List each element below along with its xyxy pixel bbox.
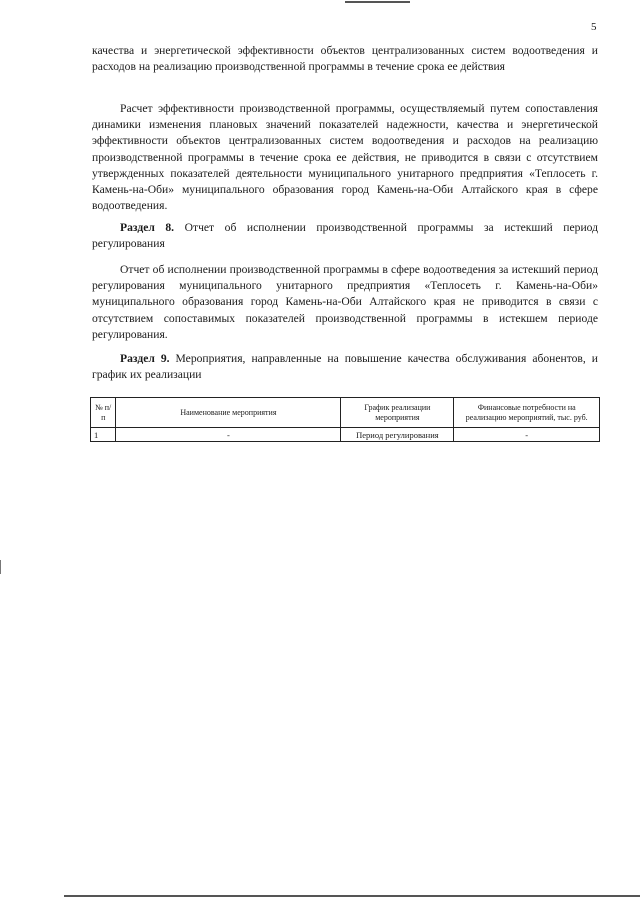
scan-edge-line-top [345,1,410,3]
header-finance: Финансовые потребности на реализацию мероприятий, тыс. руб. [454,398,600,428]
header-schedule: График реализации мероприятия [341,398,454,428]
table-row [91,428,600,442]
scan-edge-line-bottom [64,895,640,897]
section-9-title: Мероприятия, направленные на повышение качества обслуживания абонентов, и график их реализации [92,352,598,382]
paragraph-execution-report: Отчет об исполнении производственной программы в сфере водоотведения за истекший период регулирования муниципального унитарного предприятия «Теплосеть г. Камень-на-Оби» муниципального образования город Камень-на-Оби Алтайского края не приводится в связи с отсутствием сопоставимых показателей производственной программы в истекшем периоде регулирования. [92,263,598,341]
cell-measure-name: - [116,428,341,442]
cell-number: 1 [91,428,116,442]
cell-schedule: Период регулирования [341,428,454,442]
page-number: 5 [591,21,597,33]
header-number: № п/п [91,398,116,428]
section-8-heading [92,220,598,252]
section-8-label: Раздел 8. [120,221,175,234]
measures-table [90,397,600,442]
paragraph-efficiency-calculation: Расчет эффективности производственной программы, осуществляемый путем сопоставления динамики изменения плановых значений показателей надежности, качества и энергетической эффективности объектов централизованных систем водоотведения и расходов на реализацию производственной программы в течение срока ее действия, не приводится в связи с отсутствием утвержденных показателей деятельности муниципального унитарного предприятия «Теплосеть г. Камень-на-Оби» муниципального образования город Камень-на-Оби Алтайского края в сфере водоотведения. [92,102,598,213]
section-9-heading [92,351,598,383]
section-9-label: Раздел 9. [120,352,170,365]
scan-edge-mark-left [0,560,1,574]
header-measure-name: Наименование мероприятия [116,398,341,428]
paragraph-efficiency-continued: качества и энергетической эффективности объектов централизованных систем водоотведения и расходов на реализацию производственной программы в течение срока ее действия [92,44,598,74]
table-header-row [91,398,600,428]
section-8-title: Отчет об исполнении производственной программы за истекший период регулирования [92,221,599,251]
cell-finance: - [454,428,600,442]
